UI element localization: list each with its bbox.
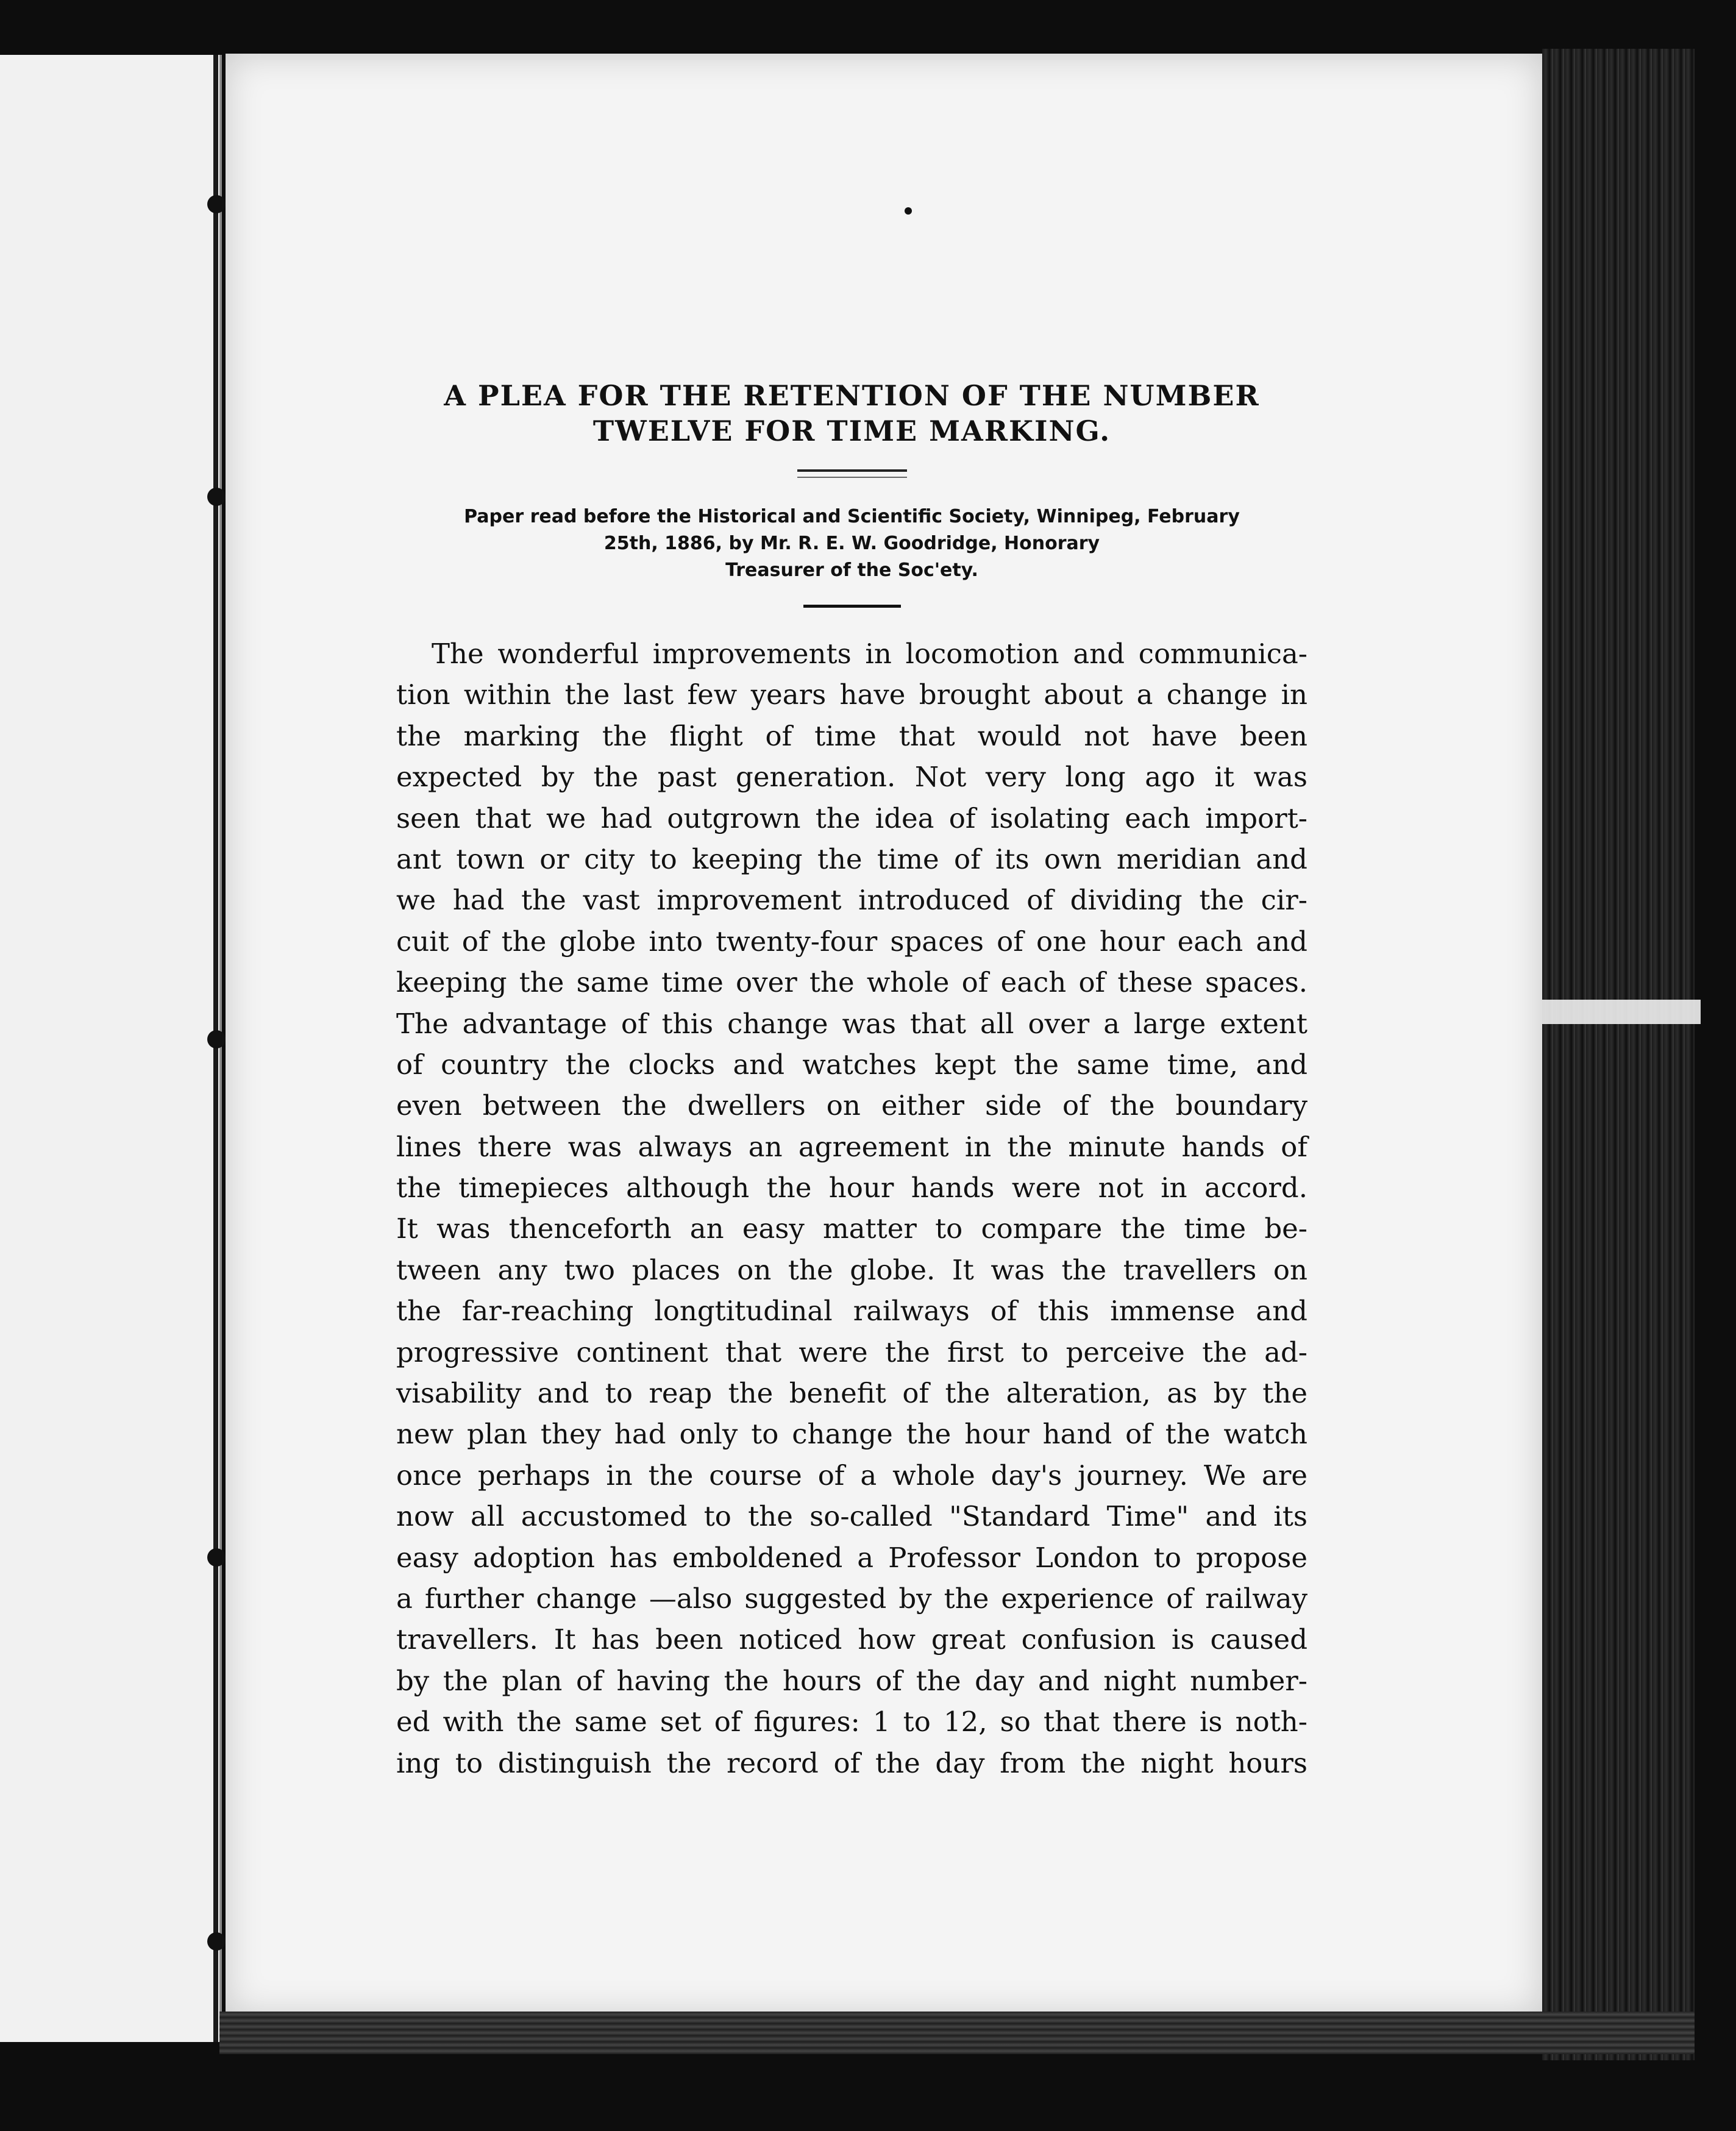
body-line: now all accustomed to the so-called "Standard Time" and its xyxy=(396,1500,1307,1533)
body-line: ed with the same set of figures: 1 to 12, so that there is noth- xyxy=(396,1706,1307,1738)
body-line: ing to distinguish the record of the day from the night hours xyxy=(396,1746,1307,1779)
body-line: by the plan of having the hours of the day and night number- xyxy=(396,1664,1307,1697)
body-line: progressive continent that were the first to perceive the ad- xyxy=(396,1336,1307,1368)
subtitle-line: Paper read before the Historical and Scientific Society, Winnipeg, February xyxy=(464,506,1240,527)
subtitle-line: 25th, 1886, by Mr. R. E. W. Goodridge, Honorary xyxy=(603,533,1100,554)
body-line: visability and to reap the benefit of the alteration, as by the xyxy=(396,1377,1307,1410)
body-line: even between the dwellers on either side of the boundary xyxy=(396,1089,1307,1122)
body-line: the timepieces although the hour hands were not in accord. xyxy=(396,1172,1307,1204)
body-line: of country the clocks and watches kept the same time, and xyxy=(396,1048,1307,1081)
body-line: we had the vast improvement introduced of dividing the cir- xyxy=(396,884,1307,917)
body-line: cuit of the globe into twenty-four spaces of one hour each and xyxy=(396,925,1307,958)
article-body xyxy=(396,633,1307,1784)
article-title xyxy=(396,378,1307,449)
body-line: the far-reaching longtitudinal railways of this immense and xyxy=(396,1295,1307,1328)
body-line: seen that we had outgrown the idea of isolating each import- xyxy=(396,802,1307,834)
body-line: The advantage of this change was that all over a large extent xyxy=(396,1007,1307,1040)
binding-thread xyxy=(213,55,218,2042)
body-line: keeping the same time over the whole of each of these spaces. xyxy=(396,966,1307,999)
body-line: tween any two places on the globe. It was the travellers on xyxy=(396,1253,1307,1286)
body-line: new plan they had only to change the hour hand of the watch xyxy=(396,1418,1307,1451)
book-page-edges xyxy=(1542,49,1695,2060)
body-line: lines there was always an agreement in the minute hands of xyxy=(396,1130,1307,1163)
body-line: easy adoption has emboldened a Professor London to propose xyxy=(396,1541,1307,1574)
page-mark-dot xyxy=(905,207,912,215)
article xyxy=(396,378,1307,1784)
body-line: tion within the last few years have brought about a change in xyxy=(396,678,1307,711)
body-line: The wonderful improvements in locomotion and communica- xyxy=(432,638,1307,670)
book-bottom-edge xyxy=(219,2012,1695,2054)
title-line: A PLEA FOR THE RETENTION OF THE NUMBER xyxy=(444,379,1260,412)
body-line: the marking the flight of time that would not have been xyxy=(396,719,1307,752)
body-line: expected by the past generation. Not very long ago it was xyxy=(396,761,1307,794)
bookmark-strip xyxy=(1542,1000,1701,1024)
title-line: TWELVE FOR TIME MARKING. xyxy=(592,414,1111,447)
binding-stitch xyxy=(207,488,226,506)
title-ornament xyxy=(797,469,907,478)
binding-stitch xyxy=(207,1548,226,1567)
section-divider xyxy=(803,605,901,608)
binding-stitch xyxy=(207,1030,226,1048)
body-line: travellers. It has been noticed how great confusion is caused xyxy=(396,1623,1307,1656)
body-line: ant town or city to keeping the time of its own meridian and xyxy=(396,842,1307,875)
body-line: once perhaps in the course of a whole day's journey. We are xyxy=(396,1459,1307,1492)
article-subtitle xyxy=(396,503,1307,584)
subtitle-line: Treasurer of the Soc'ety. xyxy=(725,560,978,581)
body-line: It was thenceforth an easy matter to compare the time be- xyxy=(396,1212,1307,1245)
binding-stitch xyxy=(207,1932,226,1951)
binding-stitch xyxy=(207,195,226,213)
previous-page-edge xyxy=(0,55,222,2042)
body-line: a further change —also suggested by the experience of railway xyxy=(396,1582,1307,1615)
